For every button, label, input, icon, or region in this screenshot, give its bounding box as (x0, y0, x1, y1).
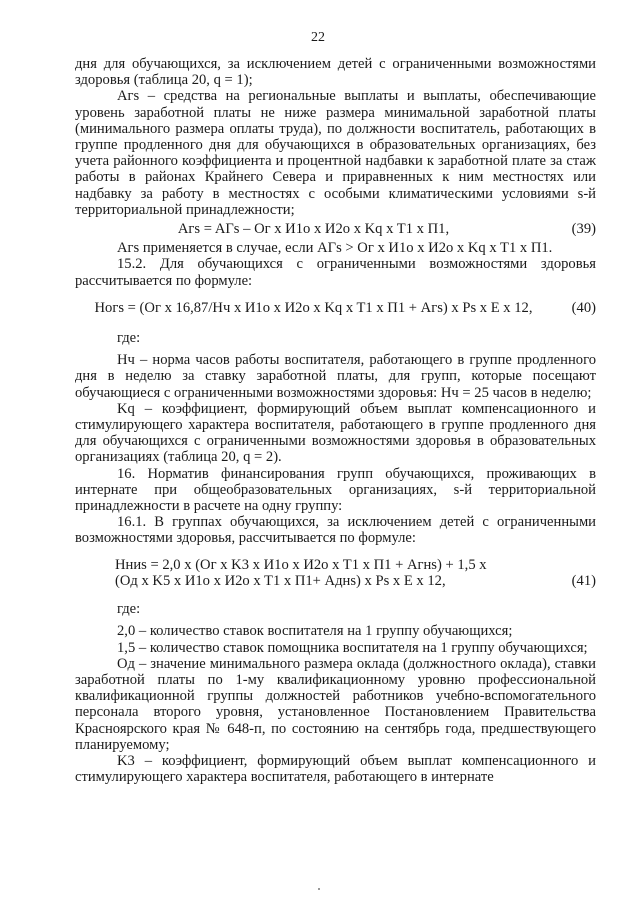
formula-expression: Hогs = (Oг x 16,87/Hч x И1o x И2o x Kq x T1 x П1 + Aгs) x Ps x E x 12, (94, 299, 533, 316)
page-content (75, 56, 596, 785)
formula-number: (41) (571, 572, 596, 589)
definition: Oд – значение минимального размера оклада (должностного оклада), ставки заработной платы по 1-му квалификационному уровню профессиональной квалификационной группы должностей работников учебно-вспомогательного персонала второго уровня, установленное Постановлением Правительства Красноярского края № 648-п, по состоянию на сентябрь года, предшествующего планируемому; (75, 655, 596, 753)
where-label: где: (117, 330, 141, 347)
definition: 1,5 – количество ставок помощника воспитателя на 1 группу обучающихся; (117, 639, 588, 656)
formula-40 (75, 300, 596, 316)
paragraph: дня для обучающихся, за исключением детей с ограниченными возможностями здоровья (таблица 20, q = 1); (75, 56, 596, 89)
scan-speck (318, 888, 320, 890)
formula-39 (75, 221, 596, 237)
formula-41 (75, 557, 596, 589)
paragraph: 15.2. Для обучающихся с ограниченными возможностями здоровья рассчитывается по формуле: (75, 256, 596, 289)
paragraph: 16.1. В группах обучающихся, за исключением детей с ограниченными возможностями здоровья, рассчитывается по формуле: (75, 514, 596, 547)
definition: Hч – норма часов работы воспитателя, работающего в группе продленного дня в неделю за ставку заработной платы, для групп, которые посещают обучающиеся с ограниченными возможностями здоровья: Hч = 25 часов в неделю; (75, 352, 596, 401)
formula-expression: Aгs = AГs – Oг x И1o x И2o x Kq x T1 x П1, (177, 221, 450, 238)
formula-line: Hниs = 2,0 x (Oг x K3 x И1o x И2o x T1 x П1 + Aгнs) + 1,5 x (115, 556, 487, 573)
where-label: где: (117, 601, 141, 618)
definition: 2,0 – количество ставок воспитателя на 1 группу обучающихся; (117, 623, 513, 640)
formula-number: (40) (571, 299, 596, 316)
formula-number: (39) (571, 221, 596, 238)
paragraph: 16. Норматив финансирования групп обучающихся, проживающих в интернате при общеобразовательных организациях, s-й территориальной принадлежности в расчете на одну группу: (75, 465, 596, 515)
paragraph: Aгs применяется в случае, если AГs > Oг x И1o x И2o x Kq x T1 x П1. (117, 240, 553, 257)
definition: Kq – коэффициент, формирующий объем выплат компенсационного и стимулирующего характера воспитателя, работающего в группе продленного дня для обучающихся с ограниченными возможностями здоровья в образовательных организациях (таблица 20, q = 2). (75, 400, 596, 466)
formula-line: (Oд x K5 x И1o x И2o x T1 x П1+ Aднs) x Ps x E x 12, (115, 572, 446, 589)
definition: K3 – коэффициент, формирующий объем выплат компенсационного и стимулирующего характера воспитателя, работающего в интернате (75, 752, 596, 786)
paragraph: Aгs – средства на региональные выплаты и выплаты, обеспечивающие уровень заработной платы не ниже размера минимальной заработной платы (минимального размера оплаты труда), по должности воспитатель, работающих в группе продленного дня для обучающихся в образовательных организациях, без учета районного коэффициента и процентной надбавки к заработной плате за стаж работы в районах Крайнего Севера и приравненных к ним местностях или надбавку за работу в местностях с особыми климатическими условиями s-й территориальной принадлежности; (75, 88, 596, 218)
page-number: 22 (311, 30, 325, 45)
